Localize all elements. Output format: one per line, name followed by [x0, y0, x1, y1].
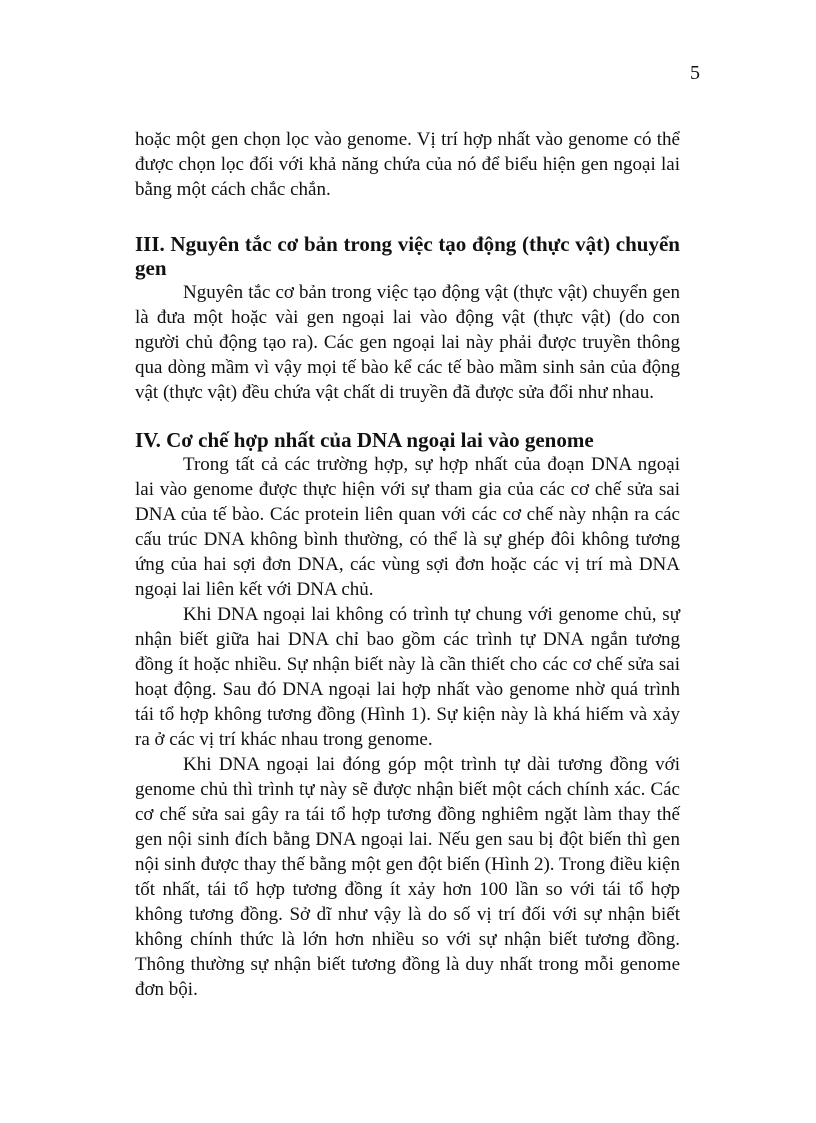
section-heading: IV. Cơ chế hợp nhất của DNA ngoại lai vào genome: [135, 428, 594, 452]
body-paragraph: Trong tất cả các trường hợp, sự hợp nhất của đoạn DNA ngoại lai vào genome được thực hiện với sự tham gia của các cơ chế sửa sai DNA của tế bào. Các protein liên quan với các cơ chế này nhận ra các cấu trúc DNA không bình thường, có thể là sự ghép đôi không tương ứng của hai sợi đơn DNA, các vùng sợi đơn hoặc các vị trí mà DNA ngoại lai liên kết với DNA chủ.: [135, 454, 680, 600]
intro-paragraph: hoặc một gen chọn lọc vào genome. Vị trí hợp nhất vào genome có thể được chọn lọc đối với khả năng chứa của nó để biểu hiện gen ngoại lai bằng một cách chắc chắn.: [135, 129, 680, 200]
body-paragraph: Khi DNA ngoại lai không có trình tự chung với genome chủ, sự nhận biết giữa hai DNA chỉ bao gồm các trình tự DNA ngắn tương đồng ít hoặc nhiều. Sự nhận biết này là cần thiết cho các cơ chế sửa sai hoạt động. Sau đó DNA ngoại lai hợp nhất vào genome nhờ quá trình tái tổ hợp không tương đồng (Hình 1). Sự kiện này là khá hiếm và xảy ra ở các vị trí khác nhau trong genome.: [135, 604, 680, 750]
body-paragraph: Khi DNA ngoại lai đóng góp một trình tự dài tương đồng với genome chủ thì trình tự này sẽ được nhận biết một cách chính xác. Các cơ chế sửa sai gây ra tái tổ hợp tương đồng nghiêm ngặt làm thay thế gen nội sinh đích bằng DNA ngoại lai. Nếu gen sau bị đột biến thì gen nội sinh được thay thế bằng một gen đột biến (Hình 2). Trong điều kiện tốt nhất, tái tổ hợp tương đồng ít xảy hơn 100 lần so với tái tổ hợp không tương đồng. Sở dĩ như vậy là do số vị trí đối với sự nhận biết không chính thức là lớn hơn nhiều so với sự nhận biết tương đồng. Thông thường sự nhận biết tương đồng là duy nhất trong mỗi genome đơn bội.: [135, 754, 680, 1000]
body-paragraph: Nguyên tắc cơ bản trong việc tạo động vật (thực vật) chuyển gen là đưa một hoặc vài gen ngoại lai vào động vật (thực vật) (do con người chủ động tạo ra). Các gen ngoại lai này phải được truyền thông qua dòng mầm vì vậy mọi tế bào kể các tế bào mầm sinh sản của động vật (thực vật) đều chứa vật chất di truyền đã được sửa đổi như nhau.: [135, 282, 680, 403]
page-number: 5: [690, 62, 700, 84]
section-heading: III. Nguyên tắc cơ bản trong việc tạo động (thực vật) chuyển gen: [135, 232, 680, 280]
document-body: [135, 127, 680, 1002]
